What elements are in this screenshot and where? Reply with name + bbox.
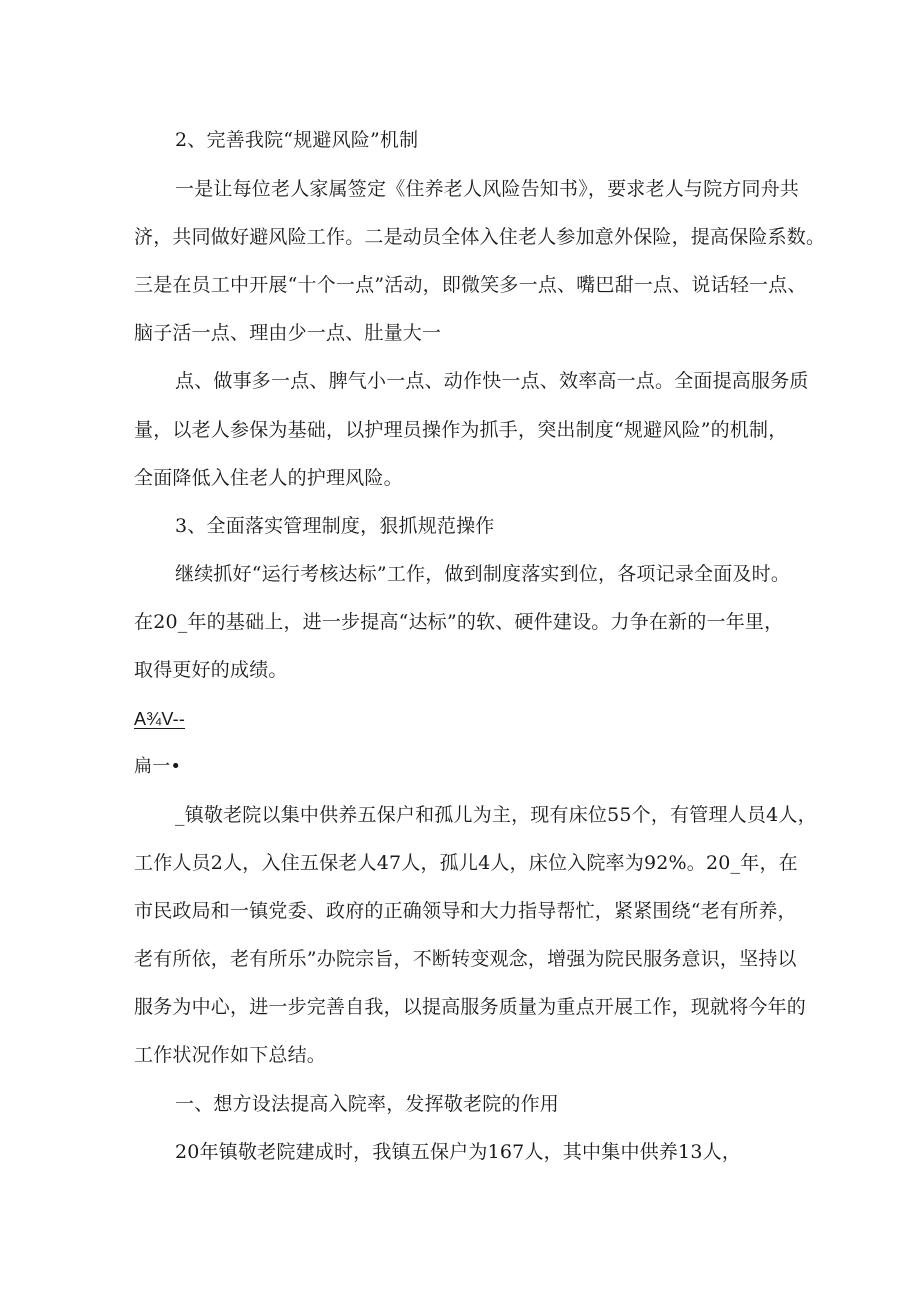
paragraph-line: 三是在员工中开展“十个一点”活动，即微笑多一点、嘴巴甜一点、说话轻一点、 [134, 274, 807, 296]
paragraph-line: 济，共同做好避风险工作。二是动员全体入住老人参加意外保险，提高保险系数。 [134, 226, 826, 248]
paragraph-line: 一是让每位老人家属签定《住养老人风险告知书》，要求老人与院方同舟共 [175, 178, 800, 200]
paragraph-line: 取得更好的成绩。 [134, 659, 288, 681]
paragraph-line: 在20_年的基础上，进一步提高“达标”的软、硬件建设。力争在新的一年里， [134, 611, 784, 633]
paragraph-line: 点、做事多一点、脾气小一点、动作快一点、效率高一点。全面提高服务质 [175, 370, 809, 392]
paragraph-heading-3: 3、全面落实管理制度，狠抓规范操作 [175, 515, 495, 537]
paragraph-line: 脑子活一点、理由少一点、肚量大一 [134, 322, 442, 344]
paragraph-line: 20年镇敬老院建成时，我镇五保户为167人，其中集中供养13人， [175, 1141, 742, 1163]
paragraph-line: 全面降低入住老人的护理风险。 [134, 467, 403, 489]
paragraph-heading-2: 2、完善我院“规避风险”机制 [175, 129, 419, 151]
section-marker: A¾V-- [134, 709, 186, 729]
paragraph-line: 工作人员2人，入住五保老人47人，孤儿4人，床位入院率为92%。20_年，在 [134, 852, 798, 874]
paragraph-line: _镇敬老院以集中供养五保户和孤儿为主，现有床位55个，有管理人员4人， [175, 804, 817, 826]
paragraph-line: 服务为中心，进一步完善自我，以提高服务质量为重点开展工作，现就将今年的 [134, 996, 807, 1018]
section-heading: 一、想方设法提高入院率，发挥敬老院的作用 [175, 1093, 560, 1115]
paragraph-line: 市民政局和一镇党委、政府的正确领导和大力指导帮忙，紧紧围绕“老有所养， [134, 900, 797, 922]
paragraph-line: 量，以老人参保为基础，以护理员操作为抓手，突出制度“规避风险”的机制， [134, 419, 788, 441]
paragraph-line: 继续抓好“运行考核达标”工作，做到制度落实到位，各项记录全面及时。 [175, 563, 791, 585]
section-label: 扁一• [134, 756, 182, 777]
paragraph-line: 工作状况作如下总结。 [134, 1044, 327, 1066]
paragraph-line: 老有所依，老有所乐”办院宗旨，不断转变观念，增强为院民服务意识，坚持以 [134, 948, 797, 970]
